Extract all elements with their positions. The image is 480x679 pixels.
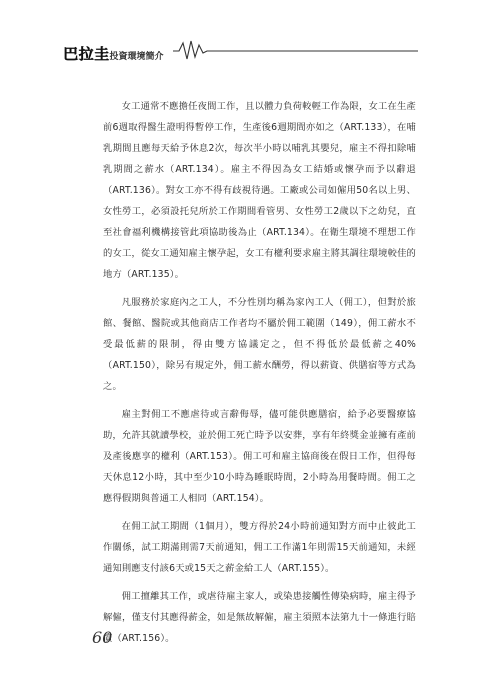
running-header <box>63 38 418 64</box>
page-number: 60 <box>92 628 113 647</box>
body-text <box>103 96 416 656</box>
header-title-sub: 投資環境簡介 <box>109 52 164 62</box>
heartbeat-line-icon <box>173 38 418 64</box>
paragraph: 女工通常不應擔任夜間工作，且以體力負荷較輕工作為限，女工在生產前6週取得醫生證明得暫停工作，生產後6週期間亦如之（ART.133），在哺乳期間且應每天給予休息2次，每次半小時以哺乳其嬰兒，雇主不得扣除哺乳期間之薪水（ART.134）。雇主不得因為女工結婚或懷孕而予以辭退（ART.136）。對女工亦不得有歧視待遇。工廠或公司如僱用50名以上男、女性勞工，必須設托兒所於工作期間看管男、女性勞工2歲以下之幼兒，直至社會福利機構接管此項協助後為止（ART.134）。在衛生環境不理想工作的女工，從女工通知雇主懷孕起，女工有權利要求雇主將其調往環境較佳的地方（ART.135）。 <box>103 101 416 280</box>
paragraph: 雇主對佣工不應虐待或言辭侮辱，儘可能供應膳宿，給予必要醫療協助，允許其就讀學校，並於佣工死亡時予以安葬，享有年終獎金並擁有產前及產後應享的權利（ART.153）。佣工可和雇主協商後在假日工作，但得每天休息12小時，其中至少10小時為睡眠時間，2小時為用餐時間。佣工之應得假期與普通工人相同（ART.154）。 <box>103 409 416 504</box>
paragraph: 佣工擅離其工作，或虐待雇主家人，或染患接觸性傳染病時，雇主得予解僱，僅支付其應得薪金，如是無故解僱，雇主須照本法第九十一條進行賠償（ART.156）。 <box>103 591 416 644</box>
header-title-main: 巴拉圭 <box>63 45 110 63</box>
paragraph: 在佣工試工期間（1個月），雙方得於24小時前通知對方而中止彼此工作關係，試工期滿則需7天前通知，佣工工作滿1年則需15天前通知，未經通知則應支付該6天或15天之薪金給工人（ART.155）。 <box>103 521 416 574</box>
header-title <box>63 43 164 64</box>
paragraph: 凡服務於家庭內之工人，不分性別均稱為家內工人（佣工），但對於旅館、餐館、醫院或其他商店工作者均不屬於佣工範圍（149），佣工薪水不受最低薪的限制，得由雙方協議定之，但不得低於最低薪之40%（ART.150），除另有規定外，佣工薪水酬勞，得以薪資、供膳宿等方式為之。 <box>103 297 416 392</box>
